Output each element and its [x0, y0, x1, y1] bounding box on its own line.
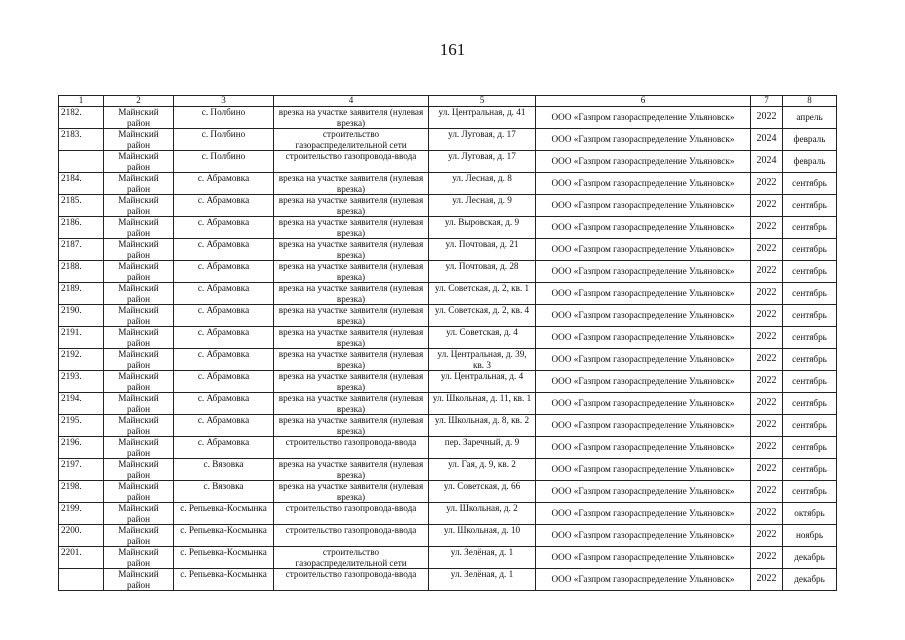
table-row — [59, 151, 837, 173]
organization-cell: ООО «Газпром газораспределение Ульяновск» — [536, 459, 751, 481]
work-type-cell: врезка на участке заявителя (нулевая врезка) — [274, 283, 429, 305]
address-cell: ул. Луговая, д. 17 — [429, 129, 536, 151]
organization-cell: ООО «Газпром газораспределение Ульяновск» — [536, 393, 751, 415]
table-row — [59, 437, 837, 459]
column-number: 5 — [429, 96, 536, 107]
column-number: 6 — [536, 96, 751, 107]
table-row — [59, 173, 837, 195]
month-cell: сентябрь — [783, 305, 837, 327]
year-cell: 2022 — [751, 371, 783, 393]
month-cell: февраль — [783, 129, 837, 151]
work-type-cell: врезка на участке заявителя (нулевая врезка) — [274, 195, 429, 217]
organization-cell: ООО «Газпром газораспределение Ульяновск» — [536, 195, 751, 217]
work-type-cell: строительство газопровода-ввода — [274, 151, 429, 173]
year-cell: 2022 — [751, 349, 783, 371]
column-number-row — [59, 96, 837, 107]
district-cell: Майнский район — [104, 415, 174, 437]
table-row — [59, 261, 837, 283]
table-row — [59, 195, 837, 217]
table-row — [59, 525, 837, 547]
year-cell: 2024 — [751, 151, 783, 173]
district-cell: Майнский район — [104, 503, 174, 525]
year-cell: 2022 — [751, 525, 783, 547]
row-number: 2185. — [59, 195, 104, 217]
address-cell: ул. Зелёная, д. 1 — [429, 569, 536, 591]
address-cell: ул. Зелёная, д. 1 — [429, 547, 536, 569]
locality-cell: с. Абрамовка — [174, 261, 274, 283]
work-type-cell: строительство газопровода-ввода — [274, 503, 429, 525]
year-cell: 2022 — [751, 283, 783, 305]
locality-cell: с. Абрамовка — [174, 349, 274, 371]
organization-cell: ООО «Газпром газораспределение Ульяновск» — [536, 239, 751, 261]
address-cell: ул. Выровская, д. 9 — [429, 217, 536, 239]
row-number: 2195. — [59, 415, 104, 437]
organization-cell: ООО «Газпром газораспределение Ульяновск» — [536, 547, 751, 569]
column-number: 2 — [104, 96, 174, 107]
column-number: 4 — [274, 96, 429, 107]
locality-cell: с. Абрамовка — [174, 195, 274, 217]
row-number: 2189. — [59, 283, 104, 305]
organization-cell: ООО «Газпром газораспределение Ульяновск» — [536, 107, 751, 129]
row-number: 2188. — [59, 261, 104, 283]
month-cell: сентябрь — [783, 239, 837, 261]
row-number: 2197. — [59, 459, 104, 481]
district-cell: Майнский район — [104, 283, 174, 305]
address-cell: ул. Школьная, д. 2 — [429, 503, 536, 525]
locality-cell: с. Полбино — [174, 129, 274, 151]
row-number: 2191. — [59, 327, 104, 349]
year-cell: 2022 — [751, 415, 783, 437]
year-cell: 2022 — [751, 261, 783, 283]
address-cell: ул. Советская, д. 4 — [429, 327, 536, 349]
organization-cell: ООО «Газпром газораспределение Ульяновск» — [536, 569, 751, 591]
year-cell: 2022 — [751, 481, 783, 503]
locality-cell: с. Абрамовка — [174, 283, 274, 305]
month-cell: апрель — [783, 107, 837, 129]
table-row — [59, 547, 837, 569]
address-cell: ул. Школьная, д. 11, кв. 1 — [429, 393, 536, 415]
year-cell: 2024 — [751, 129, 783, 151]
table-row — [59, 481, 837, 503]
address-cell: ул. Почтовая, д. 28 — [429, 261, 536, 283]
locality-cell: с. Абрамовка — [174, 437, 274, 459]
row-number: 2199. — [59, 503, 104, 525]
district-cell: Майнский район — [104, 173, 174, 195]
month-cell: декабрь — [783, 569, 837, 591]
month-cell: сентябрь — [783, 261, 837, 283]
work-type-cell: врезка на участке заявителя (нулевая врезка) — [274, 327, 429, 349]
table-row — [59, 239, 837, 261]
month-cell: сентябрь — [783, 217, 837, 239]
month-cell: сентябрь — [783, 283, 837, 305]
locality-cell: с. Абрамовка — [174, 393, 274, 415]
district-cell: Майнский район — [104, 371, 174, 393]
work-type-cell: строительство газораспределительной сети — [274, 547, 429, 569]
address-cell: ул. Гая, д. 9, кв. 2 — [429, 459, 536, 481]
district-cell: Майнский район — [104, 305, 174, 327]
page-number: 161 — [439, 40, 466, 59]
year-cell: 2022 — [751, 569, 783, 591]
organization-cell: ООО «Газпром газораспределение Ульяновск» — [536, 437, 751, 459]
year-cell: 2022 — [751, 107, 783, 129]
table-row — [59, 415, 837, 437]
work-type-cell: врезка на участке заявителя (нулевая врезка) — [274, 481, 429, 503]
year-cell: 2022 — [751, 327, 783, 349]
table-row — [59, 327, 837, 349]
organization-cell: ООО «Газпром газораспределение Ульяновск» — [536, 525, 751, 547]
locality-cell: с. Полбино — [174, 151, 274, 173]
work-type-cell: врезка на участке заявителя (нулевая врезка) — [274, 173, 429, 195]
column-number: 7 — [751, 96, 783, 107]
month-cell: декабрь — [783, 547, 837, 569]
organization-cell: ООО «Газпром газораспределение Ульяновск» — [536, 129, 751, 151]
table-row — [59, 393, 837, 415]
address-cell: ул. Лесная, д. 8 — [429, 173, 536, 195]
organization-cell: ООО «Газпром газораспределение Ульяновск» — [536, 151, 751, 173]
address-cell: пер. Заречный, д. 9 — [429, 437, 536, 459]
month-cell: сентябрь — [783, 349, 837, 371]
column-number: 3 — [174, 96, 274, 107]
register-table — [58, 95, 837, 591]
locality-cell: с. Вязовка — [174, 459, 274, 481]
row-number: 2182. — [59, 107, 104, 129]
row-number — [59, 569, 104, 591]
table-row — [59, 217, 837, 239]
locality-cell: с. Абрамовка — [174, 217, 274, 239]
locality-cell: с. Репьевка-Космынка — [174, 525, 274, 547]
year-cell: 2022 — [751, 305, 783, 327]
address-cell: ул. Советская, д. 66 — [429, 481, 536, 503]
work-type-cell: врезка на участке заявителя (нулевая врезка) — [274, 107, 429, 129]
work-type-cell: врезка на участке заявителя (нулевая врезка) — [274, 217, 429, 239]
table-row — [59, 349, 837, 371]
district-cell: Майнский район — [104, 393, 174, 415]
locality-cell: с. Абрамовка — [174, 327, 274, 349]
locality-cell: с. Репьевка-Космынка — [174, 547, 274, 569]
locality-cell: с. Полбино — [174, 107, 274, 129]
year-cell: 2022 — [751, 393, 783, 415]
organization-cell: ООО «Газпром газораспределение Ульяновск» — [536, 371, 751, 393]
locality-cell: с. Абрамовка — [174, 371, 274, 393]
row-number: 2193. — [59, 371, 104, 393]
year-cell: 2022 — [751, 437, 783, 459]
work-type-cell: строительство газораспределительной сети — [274, 129, 429, 151]
work-type-cell: врезка на участке заявителя (нулевая врезка) — [274, 349, 429, 371]
address-cell: ул. Лесная, д. 9 — [429, 195, 536, 217]
row-number: 2200. — [59, 525, 104, 547]
table-row — [59, 569, 837, 591]
work-type-cell: врезка на участке заявителя (нулевая врезка) — [274, 371, 429, 393]
work-type-cell: врезка на участке заявителя (нулевая врезка) — [274, 305, 429, 327]
district-cell: Майнский район — [104, 239, 174, 261]
district-cell: Майнский район — [104, 129, 174, 151]
organization-cell: ООО «Газпром газораспределение Ульяновск» — [536, 305, 751, 327]
locality-cell: с. Вязовка — [174, 481, 274, 503]
address-cell: ул. Почтовая, д. 21 — [429, 239, 536, 261]
organization-cell: ООО «Газпром газораспределение Ульяновск» — [536, 217, 751, 239]
month-cell: сентябрь — [783, 481, 837, 503]
year-cell: 2022 — [751, 547, 783, 569]
row-number: 2194. — [59, 393, 104, 415]
row-number: 2192. — [59, 349, 104, 371]
row-number — [59, 151, 104, 173]
organization-cell: ООО «Газпром газораспределение Ульяновск» — [536, 349, 751, 371]
organization-cell: ООО «Газпром газораспределение Ульяновск» — [536, 261, 751, 283]
month-cell: ноябрь — [783, 525, 837, 547]
table-row — [59, 129, 837, 151]
month-cell: сентябрь — [783, 327, 837, 349]
row-number: 2183. — [59, 129, 104, 151]
table-row — [59, 305, 837, 327]
work-type-cell: врезка на участке заявителя (нулевая врезка) — [274, 459, 429, 481]
year-cell: 2022 — [751, 239, 783, 261]
district-cell: Майнский район — [104, 547, 174, 569]
row-number: 2198. — [59, 481, 104, 503]
year-cell: 2022 — [751, 173, 783, 195]
work-type-cell: врезка на участке заявителя (нулевая врезка) — [274, 415, 429, 437]
district-cell: Майнский район — [104, 151, 174, 173]
row-number: 2190. — [59, 305, 104, 327]
month-cell: сентябрь — [783, 393, 837, 415]
work-type-cell: врезка на участке заявителя (нулевая врезка) — [274, 261, 429, 283]
locality-cell: с. Абрамовка — [174, 305, 274, 327]
month-cell: сентябрь — [783, 415, 837, 437]
organization-cell: ООО «Газпром газораспределение Ульяновск» — [536, 415, 751, 437]
district-cell: Майнский район — [104, 569, 174, 591]
district-cell: Майнский район — [104, 525, 174, 547]
table-row — [59, 503, 837, 525]
address-cell: ул. Луговая, д. 17 — [429, 151, 536, 173]
work-type-cell: строительство газопровода-ввода — [274, 437, 429, 459]
district-cell: Майнский район — [104, 217, 174, 239]
district-cell: Майнский район — [104, 107, 174, 129]
month-cell: сентябрь — [783, 437, 837, 459]
month-cell: октябрь — [783, 503, 837, 525]
locality-cell: с. Абрамовка — [174, 415, 274, 437]
address-cell: ул. Советская, д. 2, кв. 1 — [429, 283, 536, 305]
row-number: 2184. — [59, 173, 104, 195]
column-number: 8 — [783, 96, 837, 107]
table-row — [59, 459, 837, 481]
district-cell: Майнский район — [104, 481, 174, 503]
organization-cell: ООО «Газпром газораспределение Ульяновск» — [536, 283, 751, 305]
month-cell: сентябрь — [783, 371, 837, 393]
locality-cell: с. Абрамовка — [174, 173, 274, 195]
table-row — [59, 371, 837, 393]
row-number: 2186. — [59, 217, 104, 239]
table-row — [59, 283, 837, 305]
organization-cell: ООО «Газпром газораспределение Ульяновск» — [536, 173, 751, 195]
address-cell: ул. Центральная, д. 41 — [429, 107, 536, 129]
district-cell: Майнский район — [104, 195, 174, 217]
district-cell: Майнский район — [104, 327, 174, 349]
month-cell: сентябрь — [783, 173, 837, 195]
address-cell: ул. Центральная, д. 39, кв. 3 — [429, 349, 536, 371]
row-number: 2196. — [59, 437, 104, 459]
year-cell: 2022 — [751, 459, 783, 481]
district-cell: Майнский район — [104, 349, 174, 371]
locality-cell: с. Репьевка-Космынка — [174, 569, 274, 591]
organization-cell: ООО «Газпром газораспределение Ульяновск» — [536, 327, 751, 349]
district-cell: Майнский район — [104, 437, 174, 459]
organization-cell: ООО «Газпром газораспределение Ульяновск» — [536, 503, 751, 525]
month-cell: сентябрь — [783, 195, 837, 217]
column-number: 1 — [59, 96, 104, 107]
district-cell: Майнский район — [104, 459, 174, 481]
work-type-cell: врезка на участке заявителя (нулевая врезка) — [274, 393, 429, 415]
work-type-cell: врезка на участке заявителя (нулевая врезка) — [274, 239, 429, 261]
year-cell: 2022 — [751, 195, 783, 217]
organization-cell: ООО «Газпром газораспределение Ульяновск» — [536, 481, 751, 503]
row-number: 2187. — [59, 239, 104, 261]
table-row — [59, 107, 837, 129]
work-type-cell: строительство газопровода-ввода — [274, 569, 429, 591]
locality-cell: с. Абрамовка — [174, 239, 274, 261]
locality-cell: с. Репьевка-Космынка — [174, 503, 274, 525]
district-cell: Майнский район — [104, 261, 174, 283]
address-cell: ул. Советская, д. 2, кв. 4 — [429, 305, 536, 327]
month-cell: сентябрь — [783, 459, 837, 481]
address-cell: ул. Школьная, д. 8, кв. 2 — [429, 415, 536, 437]
address-cell: ул. Школьная, д. 10 — [429, 525, 536, 547]
row-number: 2201. — [59, 547, 104, 569]
year-cell: 2022 — [751, 503, 783, 525]
work-type-cell: строительство газопровода-ввода — [274, 525, 429, 547]
month-cell: февраль — [783, 151, 837, 173]
year-cell: 2022 — [751, 217, 783, 239]
address-cell: ул. Центральная, д. 4 — [429, 371, 536, 393]
